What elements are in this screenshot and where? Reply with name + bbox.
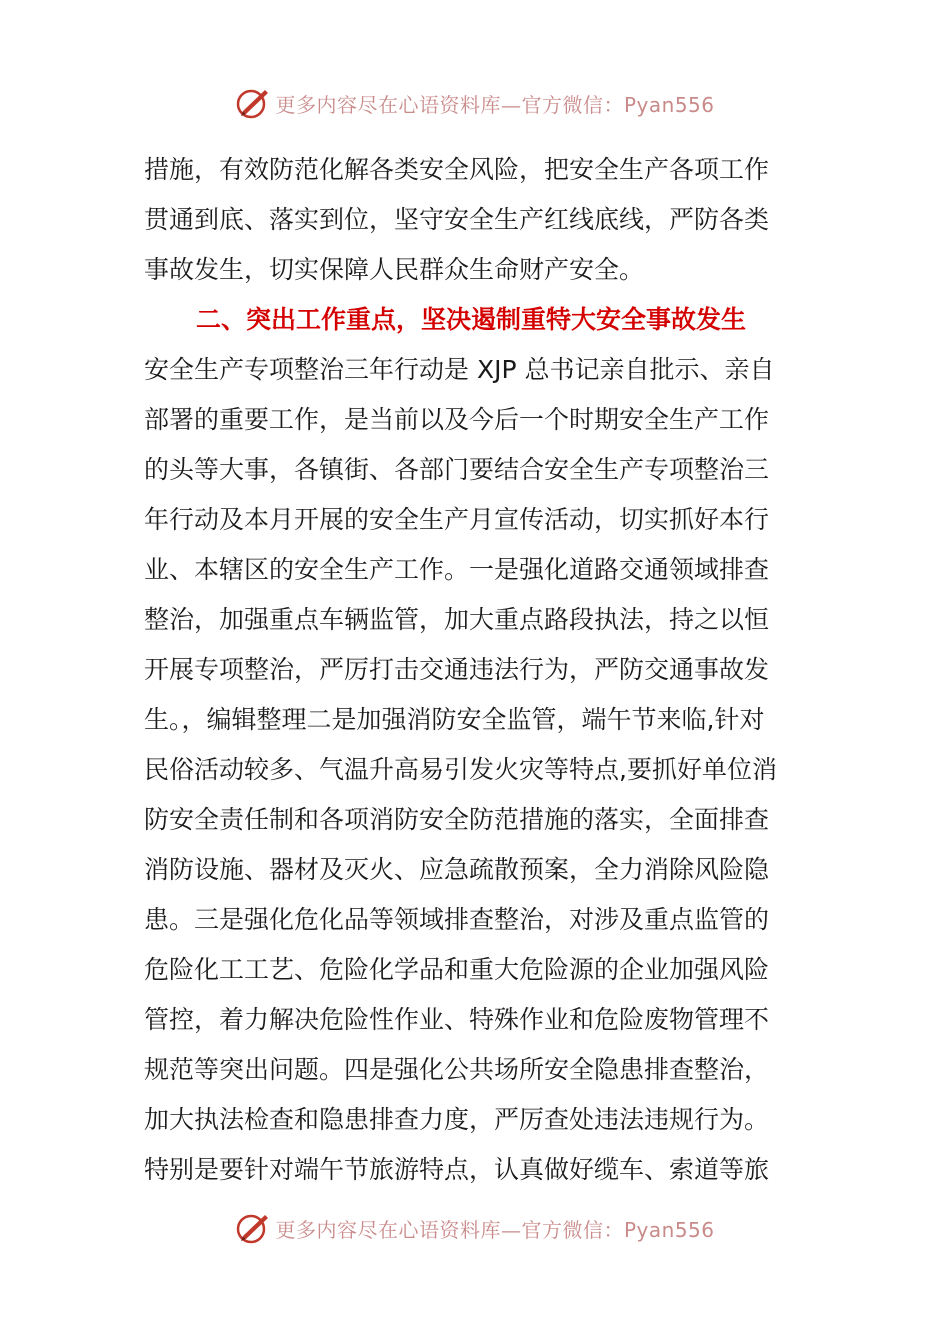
text-line: 事故发生，切实保障人民群众生命财产安全。	[144, 255, 645, 284]
text-line: 整治，加强重点车辆监管，加大重点路段执法，持之以恒	[144, 605, 770, 634]
text-line: 管控，着力解决危险性作业、特殊作业和危险废物管理不	[144, 1005, 770, 1034]
text-line: 贯通到底、落实到位，坚守安全生产红线底线，严防各类	[144, 205, 770, 234]
text-line: 特别是要针对端午节旅游特点，认真做好缆车、索道等旅	[144, 1155, 770, 1184]
text-line: 部署的重要工作，是当前以及今后一个时期安全生产工作	[144, 405, 770, 434]
pen-logo-icon	[235, 1210, 271, 1246]
section-heading: 二、突出工作重点，坚决遏制重特大安全事故发生	[196, 305, 747, 334]
text-line: 规范等突出问题。四是强化公共场所安全隐患排查整治，	[144, 1055, 770, 1084]
text-line: 的头等大事，各镇街、各部门要结合安全生产专项整治三	[144, 455, 770, 484]
text-line: 民俗活动较多、气温升高易引发火灾等特点,要抓好单位消	[144, 755, 777, 784]
text-line: 年行动及本月开展的安全生产月宣传活动，切实抓好本行	[144, 505, 770, 534]
pen-logo-icon	[235, 85, 271, 121]
wechat-id: Pyan556	[623, 92, 715, 117]
text-line: 措施，有效防范化解各类安全风险，把安全生产各项工作	[144, 155, 770, 184]
text-line: 消防设施、器材及灭火、应急疏散预案，全力消除风险隐	[144, 855, 770, 884]
text-line: 危险化工工艺、危险化学品和重大危险源的企业加强风险	[144, 955, 770, 984]
watermark-text: 更多内容尽在心语资料库—官方微信：Pyan556	[275, 92, 715, 117]
watermark-text: 更多内容尽在心语资料库—官方微信：Pyan556	[275, 1217, 715, 1242]
wechat-id: Pyan556	[623, 1217, 715, 1242]
footer-watermark	[0, 1208, 950, 1248]
text-line: 开展专项整治，严厉打击交通违法行为，严防交通事故发	[144, 655, 770, 684]
text-line: 患。三是强化危化品等领域排查整治，对涉及重点监管的	[144, 905, 770, 934]
header-watermark	[0, 83, 950, 123]
text-line: 安全生产专项整治三年行动是 XJP 总书记亲自批示、亲自	[144, 355, 775, 384]
text-line: 加大执法检查和隐患排查力度，严厉查处违法违规行为。	[144, 1105, 770, 1134]
text-line: 生。，编辑整理二是加强消防安全监管，端午节来临,针对	[144, 705, 765, 734]
text-line: 防安全责任制和各项消防安全防范措施的落实，全面排查	[144, 805, 770, 834]
text-line: 业、本辖区的安全生产工作。一是强化道路交通领域排查	[144, 555, 770, 584]
document-body	[144, 145, 806, 1195]
